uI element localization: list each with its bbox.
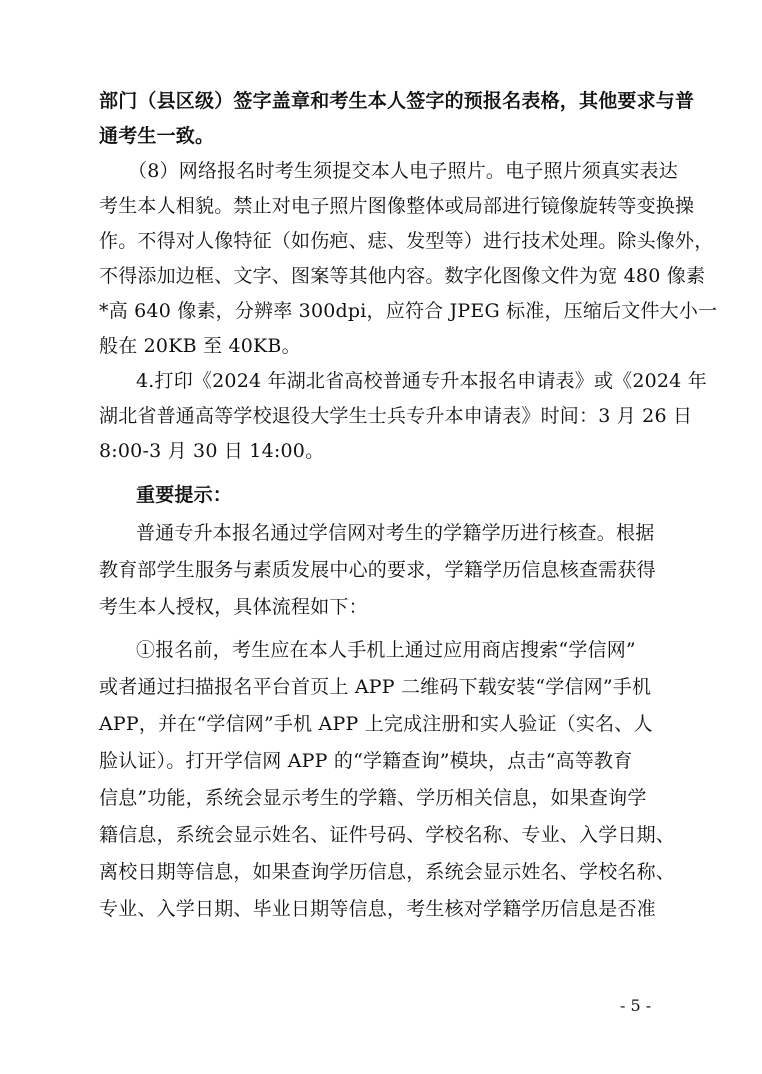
text-line: 考生本人相貌。禁止对电子照片图像整体或局部进行镜像旋转等变换操 [99,195,695,217]
text-line: 8:00-3 月 30 日 14:00。 [99,440,325,462]
text-line: APP，并在“学信网”手机 APP 上完成注册和实人验证（实名、人 [99,713,653,735]
text-line: 普通专升本报名通过学信网对考生的学籍学历进行核查。根据 [136,522,655,544]
text-line: 考生本人授权，具体流程如下： [99,596,368,618]
text-line: 4.打印《2024 年湖北省高校普通专升本报名申请表》或《2024 年 [136,370,707,392]
text-line: 信息”功能，系统会显示考生的学籍、学历相关信息，如果查询学 [99,787,647,809]
text-line: 作。不得对人像特征（如伤疤、痣、发型等）进行技术处理。除头像外， [99,230,714,252]
text-line: 或者通过扫描报名平台首页上 APP 二维码下载安装“学信网”手机 [99,676,652,698]
text-line: *高 640 像素，分辨率 300dpi，应符合 JPEG 标准，压缩后文件大小一 [99,300,718,322]
text-line: （8）网络报名时考生须提交本人电子照片。电子照片须真实表达 [128,160,678,182]
page-number: - 5 - [620,996,652,1015]
text-line: 专业、入学日期、毕业日期等信息，考生核对学籍学历信息是否准 [99,898,656,920]
text-line: 脸认证）。打开学信网 APP 的“学籍查询”模块，点击“高等教育 [99,750,633,772]
text-line: 湖北省普通高等学校退役大学生士兵专升本申请表》时间：3 月 26 日 [99,405,693,427]
text-line: 般在 20KB 至 40KB。 [99,335,301,357]
text-line: 教育部学生服务与素质发展中心的要求，学籍学历信息核查需获得 [99,559,656,581]
text-line: 部门（县区级）签字盖章和考生本人签字的预报名表格，其他要求与普 [99,90,695,112]
text-line: ①报名前，考生应在本人手机上通过应用商店搜索“学信网” [136,639,636,661]
text-line: 不得添加边框、文字、图案等其他内容。数字化图像文件为宽 480 像素 [99,265,706,287]
text-line: 籍信息，系统会显示姓名、证件号码、学校名称、专业、入学日期、 [99,824,676,846]
text-line: 通考生一致。 [99,125,215,147]
text-line: 离校日期等信息，如果查询学历信息，系统会显示姓名、学校名称、 [99,861,676,883]
section-heading: 重要提示： [136,484,233,506]
